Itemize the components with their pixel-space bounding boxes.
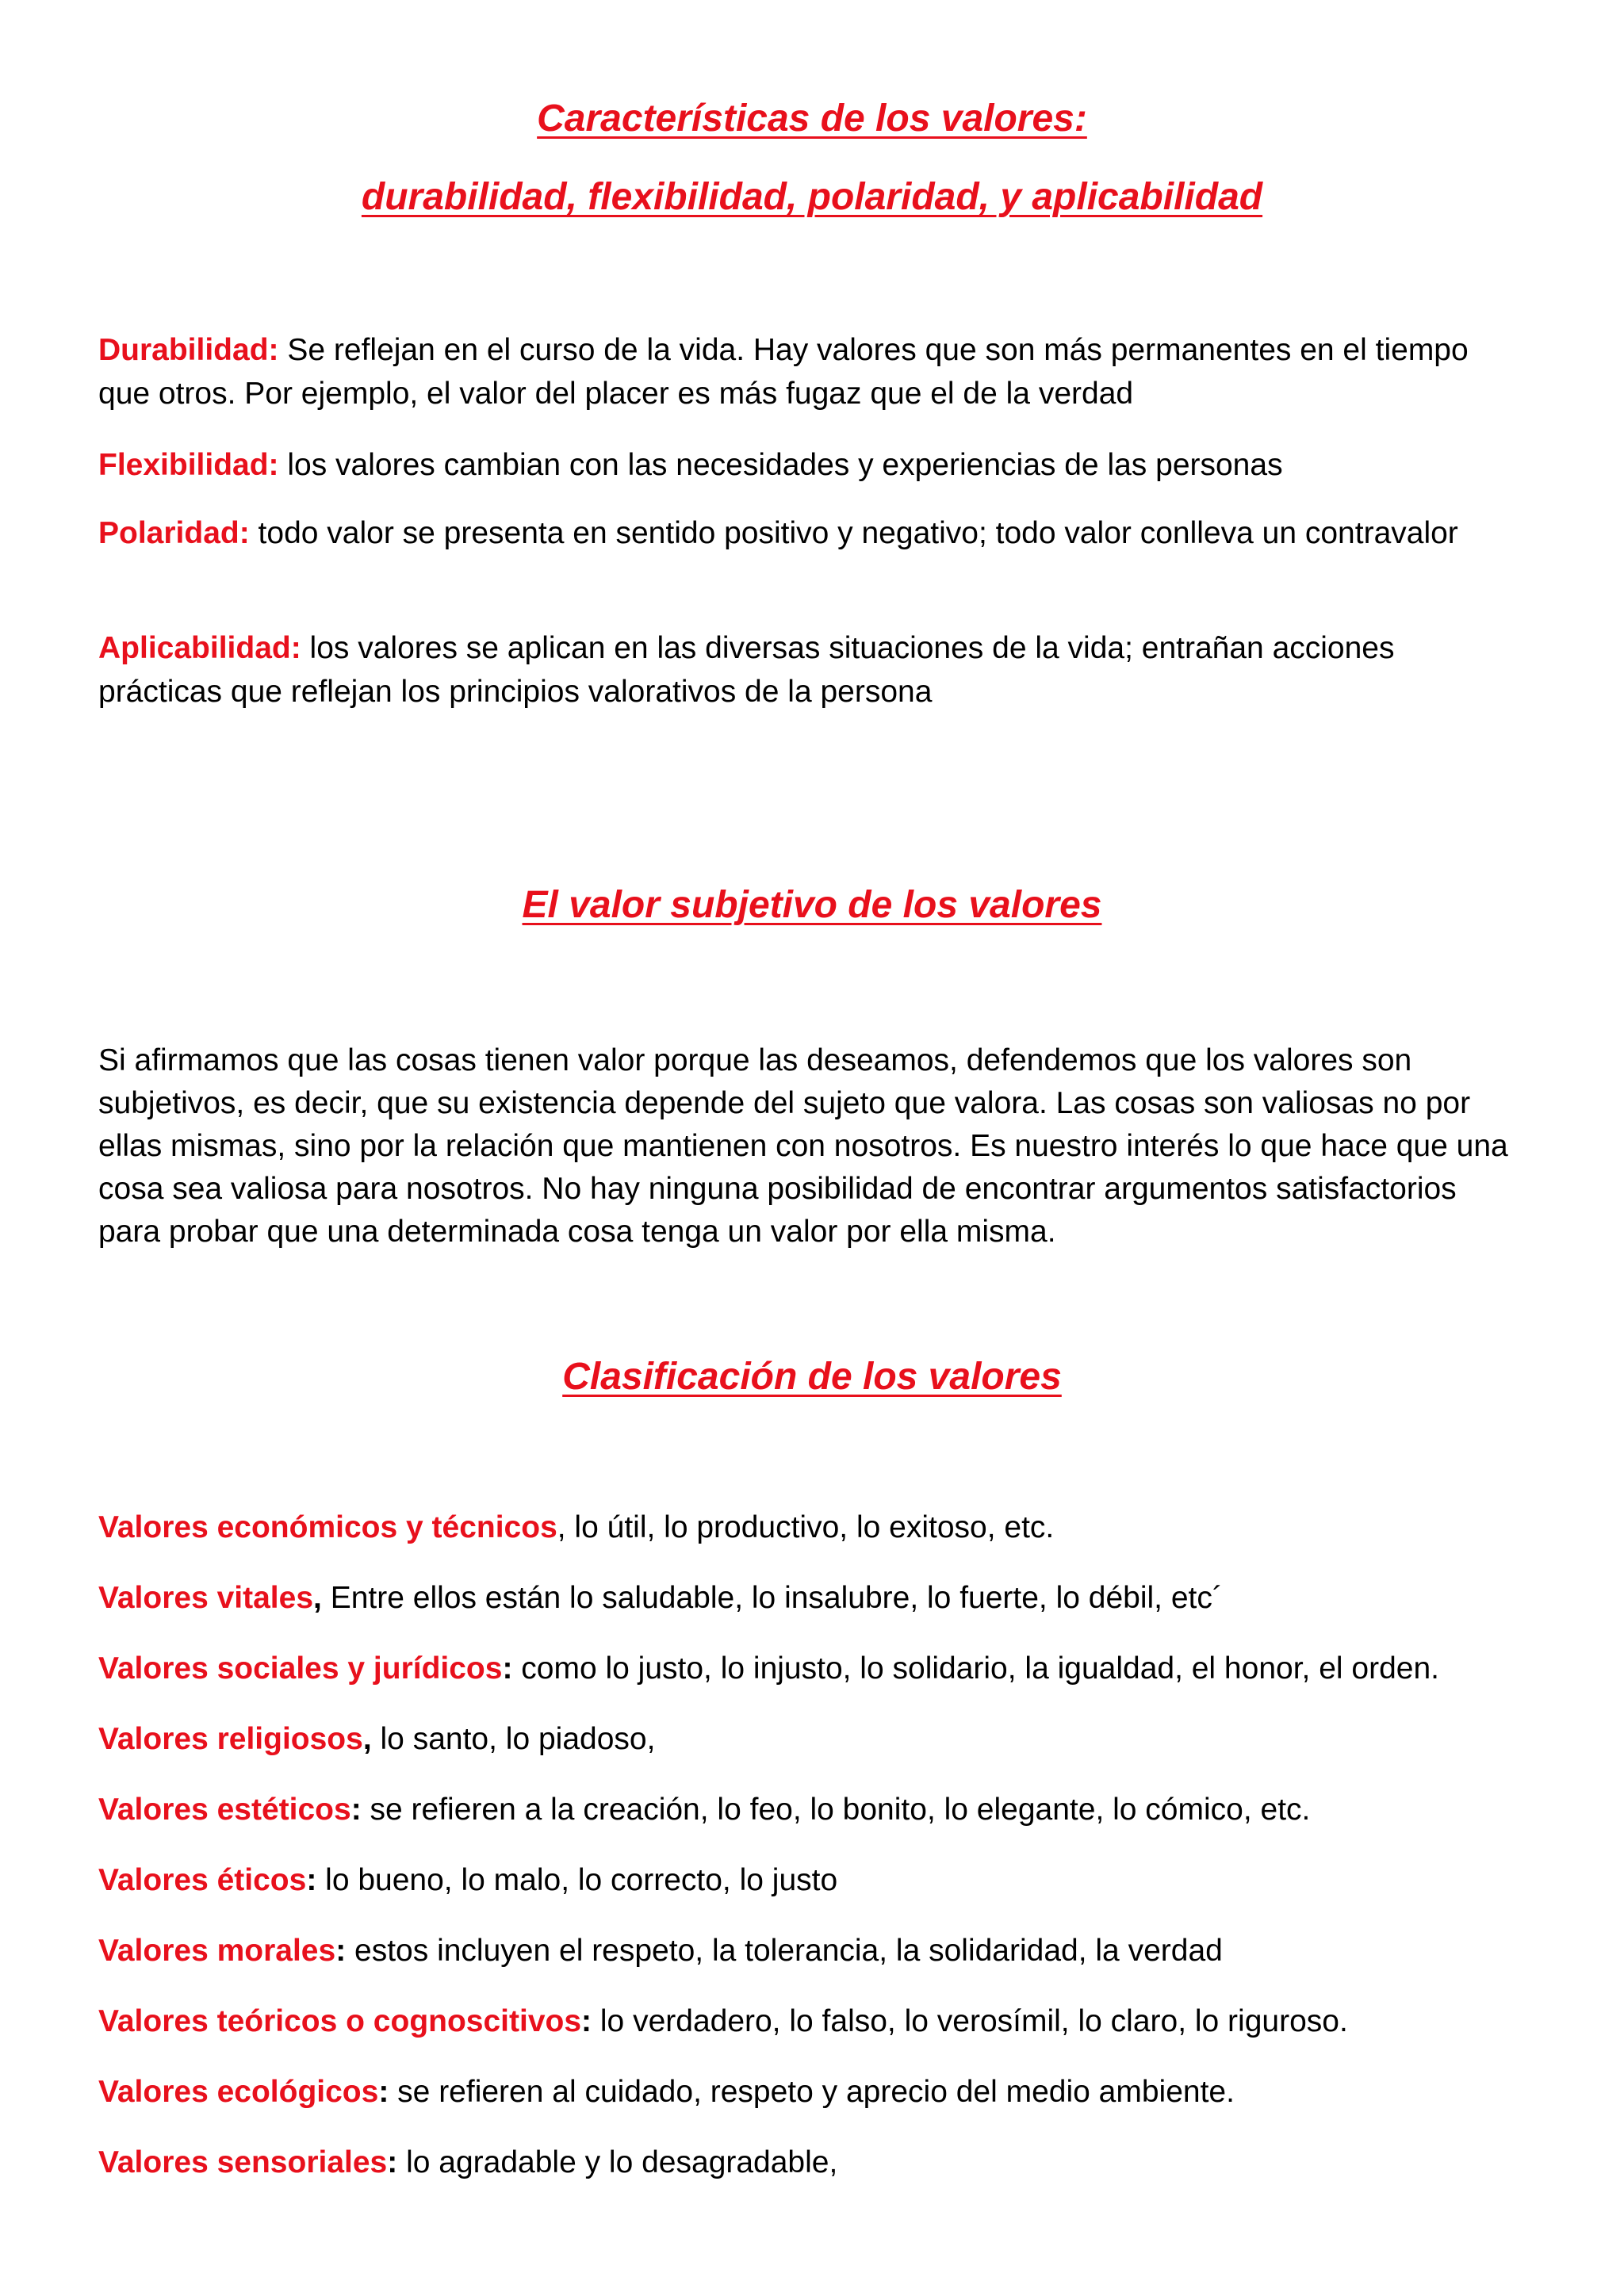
term-description: los valores se aplican en las diversas situaciones de la vida; entrañan acciones prácticas que reflejan los principios valorativos de la persona [98,631,1395,709]
term-separator: : [306,1863,317,1897]
term-description: estos incluyen el respeto, la tolerancia, la solidaridad, la verdad [346,1934,1223,1968]
term-separator: : [378,2075,389,2109]
characteristic-durabilidad [98,328,1526,415]
term-label: Valores morales [98,1934,336,1968]
section1-title-line1: Características de los valores: [537,98,1087,140]
term-label: Valores teóricos o cognoscitivos [98,2004,582,2038]
term-label: Aplicabilidad: [98,631,301,665]
term-description: , lo útil, lo productivo, lo exitoso, etc. [557,1510,1055,1544]
term-separator: : [502,1651,513,1686]
term-label: Durabilidad: [98,333,279,367]
section2-title: El valor subjetivo de los valores [522,884,1102,926]
term-separator: , [313,1581,322,1615]
term-label: Valores sociales y jurídicos [98,1651,503,1686]
term-label: Valores estéticos [98,1793,351,1827]
term-label: Valores éticos [98,1863,307,1897]
characteristic-polaridad [98,511,1526,555]
value-class-teoricos [98,1999,1526,2043]
characteristic-flexibilidad [98,443,1526,487]
value-class-ecologicos [98,2070,1526,2114]
term-description: todo valor se presenta en sentido positivo y negativo; todo valor conlleva un contravalor [249,516,1458,550]
term-description: Entre ellos están lo saludable, lo insalubre, lo fuerte, lo débil, etc´ [321,1581,1223,1615]
value-class-sociales [98,1647,1526,1690]
term-label: Flexibilidad: [98,448,279,482]
term-separator: : [350,1793,362,1827]
term-separator: , [362,1722,372,1756]
value-class-esteticos [98,1788,1526,1831]
value-class-religiosos [98,1717,1526,1761]
value-class-sensoriales [98,2141,1526,2184]
term-label: Valores ecológicos [98,2075,379,2109]
term-label: Valores económicos y técnicos [98,1510,557,1544]
section2-body: Si afirmamos que las cosas tienen valor porque las deseamos, defendemos que los valores son subjetivos, es decir, que su existencia depende del sujeto que valora. Las cosas son valiosas no por ellas mismas, sino por la relación que mantienen con nosotros. Es nuestro interés lo que hace que una cosa sea valiosa para nosotros. No hay ninguna posibilidad de encontrar argumentos satisfactorios para probar que una determinada cosa tenga un valor por ella misma. [98,1043,1508,1249]
term-description: se refieren a la creación, lo feo, lo bonito, lo elegante, lo cómico, etc. [361,1793,1311,1827]
term-description: lo santo, lo piadoso, [371,1722,656,1756]
term-separator: : [335,1934,347,1968]
value-class-economicos [98,1506,1526,1549]
term-separator: : [387,2145,398,2179]
section3-title: Clasificación de los valores [562,1356,1062,1398]
term-description: lo bueno, lo malo, lo correcto, lo justo [316,1863,838,1897]
value-class-eticos [98,1858,1526,1902]
term-description: los valores cambian con las necesidades y experiencias de las personas [278,448,1283,482]
term-description: Se reflejan en el curso de la vida. Hay valores que son más permanentes en el tiempo que otros. Por ejemplo, el valor del placer es más fugaz que el de la verdad [98,333,1469,411]
term-description: como lo justo, lo injusto, lo solidario, la igualdad, el honor, el orden. [512,1651,1439,1686]
term-label: Valores religiosos [98,1722,363,1756]
term-label: Valores vitales [98,1581,314,1615]
value-class-morales [98,1929,1526,1973]
term-label: Valores sensoriales [98,2145,388,2179]
characteristic-aplicabilidad [98,626,1526,714]
term-description: lo verdadero, lo falso, lo verosímil, lo claro, lo riguroso. [592,2004,1348,2038]
term-description: lo agradable y lo desagradable, [397,2145,838,2179]
term-description: se refieren al cuidado, respeto y aprecio del medio ambiente. [389,2075,1235,2109]
section1-title-line2: durabilidad, flexibilidad, polaridad, y aplicabilidad [361,176,1263,218]
term-label: Polaridad: [98,516,250,550]
term-separator: : [581,2004,592,2038]
value-class-vitales [98,1576,1526,1620]
